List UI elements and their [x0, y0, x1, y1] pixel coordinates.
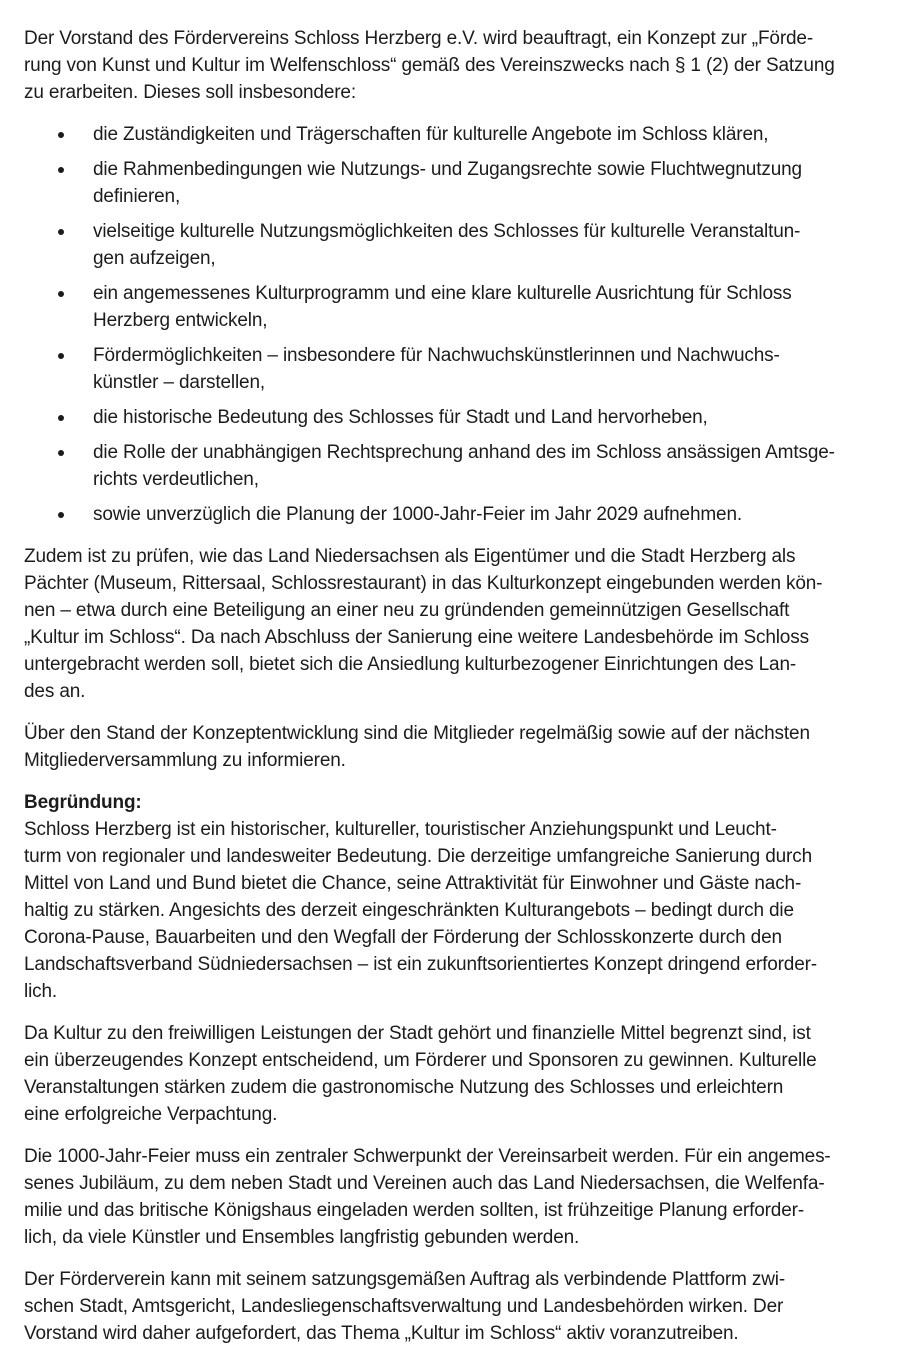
text-line: turm von regionaler und landesweiter Bedeutung. Die derzeitige umfangreiche Sanierung durch	[24, 846, 813, 867]
text-line: Mittel von Land und Bund bietet die Chance, seine Attraktivität für Einwohner und Gäste nach-	[24, 873, 802, 894]
text-line: lich, da viele Künstler und Ensembles langfristig gebunden werden.	[24, 1227, 580, 1248]
text-line: Die 1000-Jahr-Feier muss ein zentraler Schwerpunkt der Vereinsarbeit werden. Für ein angemes-	[24, 1146, 831, 1167]
text-line: die Rolle der unabhängigen Rechtsprechung anhand des im Schloss ansässigen Amtsge-	[93, 442, 835, 463]
text-line: eine erfolgreiche Verpachtung.	[24, 1104, 278, 1125]
text-line: Schloss Herzberg ist ein historischer, kultureller, touristischer Anziehungspunkt und Leucht-	[24, 819, 777, 840]
bullet-item	[24, 156, 893, 210]
text-line: Corona-Pause, Bauarbeiten und den Wegfall der Förderung der Schlosskonzerte durch den	[24, 927, 782, 948]
text-line: die historische Bedeutung des Schlosses für Stadt und Land hervorheben,	[93, 407, 708, 428]
text-line: Der Vorstand des Fördervereins Schloss Herzberg e.V. wird beauftragt, ein Konzept zur „Förde-	[24, 28, 814, 49]
text-line: nen – etwa durch eine Beteiligung an einer neu zu gründenden gemeinnützigen Gesellschaft	[24, 600, 790, 621]
bullet-icon	[58, 132, 64, 138]
text-line: schen Stadt, Amtsgericht, Landesliegenschaftsverwaltung und Landesbehörden wirken. Der	[24, 1296, 784, 1317]
text-line: des an.	[24, 681, 86, 702]
text-line: „Kultur im Schloss“. Da nach Abschluss der Sanierung eine weitere Landesbehörde im Schloss	[24, 627, 809, 648]
text-line: Landschaftsverband Südniedersachsen – ist ein zukunftsorientiertes Konzept dringend erforder-	[24, 954, 817, 975]
text-line: definieren,	[93, 186, 181, 207]
bullet-icon	[58, 291, 64, 297]
bullet-item	[24, 218, 893, 272]
paragraph	[24, 1266, 893, 1347]
bullet-item	[24, 439, 893, 493]
text-line: gen aufzeigen,	[93, 248, 216, 269]
text-line: Über den Stand der Konzeptentwicklung sind die Mitglieder regelmäßig sowie auf der nächsten	[24, 723, 810, 744]
text-line: lich.	[24, 981, 58, 1002]
text-line: Der Förderverein kann mit seinem satzungsgemäßen Auftrag als verbindende Plattform zwi-	[24, 1269, 786, 1290]
bullet-item	[24, 342, 893, 396]
text-line: Vorstand wird daher aufgefordert, das Thema „Kultur im Schloss“ aktiv voranzutreiben.	[24, 1323, 739, 1344]
bullet-icon	[58, 353, 64, 359]
text-line: Pächter (Museum, Rittersaal, Schlossrestaurant) in das Kulturkonzept eingebunden werden kön-	[24, 573, 823, 594]
bullet-icon	[58, 229, 64, 235]
text-line: ein überzeugendes Konzept entscheidend, um Förderer und Sponsoren zu gewinnen. Kulturelle	[24, 1050, 817, 1071]
paragraph	[24, 1143, 893, 1251]
paragraph	[24, 816, 893, 1005]
paragraph	[24, 720, 893, 774]
text-line: milie und das britische Königshaus eingeladen werden sollten, ist frühzeitige Planung erforder-	[24, 1200, 804, 1221]
bullet-item	[24, 121, 893, 148]
text-line: richts verdeutlichen,	[93, 469, 259, 490]
text-line: Herzberg entwickeln,	[93, 310, 268, 331]
text-line: künstler – darstellen,	[93, 372, 266, 393]
text-line: zu erarbeiten. Dieses soll insbesondere:	[24, 82, 356, 103]
bullet-item	[24, 501, 893, 528]
text-line: Fördermöglichkeiten – insbesondere für Nachwuchskünstlerinnen und Nachwuchs-	[93, 345, 780, 366]
bullet-icon	[58, 512, 64, 518]
bullet-icon	[58, 167, 64, 173]
text-line: untergebracht werden soll, bietet sich die Ansiedlung kulturbezogener Einrichtungen des Lan-	[24, 654, 797, 675]
paragraph	[24, 1020, 893, 1128]
bullet-item	[24, 280, 893, 334]
text-line: Mitgliederversammlung zu informieren.	[24, 750, 346, 771]
paragraph	[24, 543, 893, 705]
text-line: senes Jubiläum, zu dem neben Stadt und Vereinen auch das Land Niedersachsen, die Welfenfa-	[24, 1173, 825, 1194]
text-line: haltig zu stärken. Angesichts des derzeit eingeschränkten Kulturangebots – bedingt durch die	[24, 900, 794, 921]
text-line: Da Kultur zu den freiwilligen Leistungen der Stadt gehört und finanzielle Mittel begrenzt sind, ist	[24, 1023, 811, 1044]
bullet-icon	[58, 450, 64, 456]
text-line: sowie unverzüglich die Planung der 1000-Jahr-Feier im Jahr 2029 aufnehmen.	[93, 504, 743, 525]
text-line: Begründung:	[24, 792, 142, 813]
text-line: ein angemessenes Kulturprogramm und eine klare kulturelle Ausrichtung für Schloss	[93, 283, 792, 304]
text-line: rung von Kunst und Kultur im Welfenschloss“ gemäß des Vereinszwecks nach § 1 (2) der Satzung	[24, 55, 835, 76]
document-content	[24, 25, 893, 1347]
bullet-item	[24, 404, 893, 431]
section-heading	[24, 789, 893, 816]
text-line: die Zuständigkeiten und Trägerschaften für kulturelle Angebote im Schloss klären,	[93, 124, 769, 145]
text-line: Zudem ist zu prüfen, wie das Land Niedersachsen als Eigentümer und die Stadt Herzberg als	[24, 546, 796, 567]
text-line: Veranstaltungen stärken zudem die gastronomische Nutzung des Schlosses und erleichtern	[24, 1077, 784, 1098]
text-line: die Rahmenbedingungen wie Nutzungs- und Zugangsrechte sowie Fluchtwegnutzung	[93, 159, 802, 180]
paragraph	[24, 25, 893, 106]
text-line: vielseitige kulturelle Nutzungsmöglichkeiten des Schlosses für kulturelle Veranstaltun-	[93, 221, 801, 242]
bullet-icon	[58, 415, 64, 421]
